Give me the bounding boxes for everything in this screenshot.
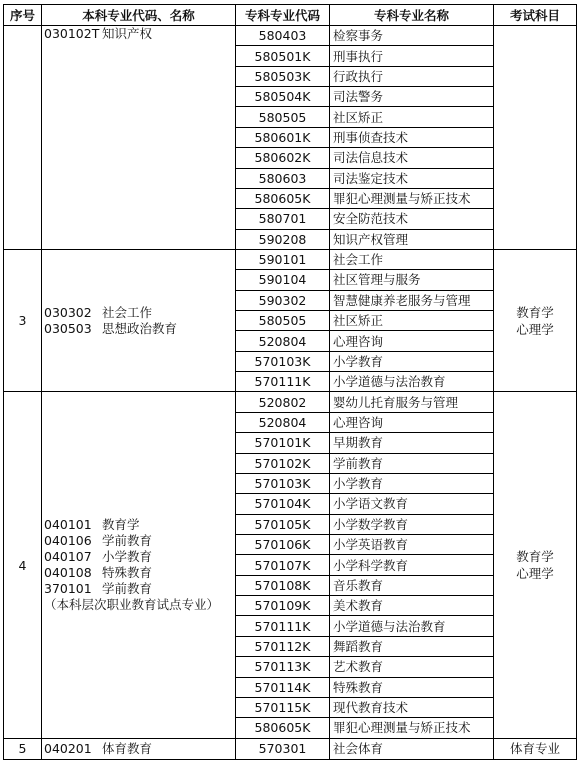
jc-name-cell: 舞蹈教育 bbox=[330, 636, 494, 656]
jc-code-cell: 570112K bbox=[236, 636, 330, 656]
jc-code-cell: 570105K bbox=[236, 514, 330, 534]
undergrad-cell bbox=[42, 26, 236, 250]
undergrad-code: 040101 bbox=[44, 517, 92, 533]
undergrad-name: 思想政治教育 bbox=[102, 320, 178, 336]
jc-code-cell: 570115K bbox=[236, 697, 330, 717]
subject-label: 心理学 bbox=[516, 566, 554, 582]
undergrad-name: 社会工作 bbox=[102, 304, 153, 320]
major-table bbox=[3, 4, 577, 760]
jc-code-cell: 570108K bbox=[236, 575, 330, 595]
undergrad-name: 知识产权 bbox=[102, 26, 153, 41]
jc-code-cell: 580701 bbox=[236, 209, 330, 229]
jc-name-cell: 现代教育技术 bbox=[330, 697, 494, 717]
jc-code-cell: 580602K bbox=[236, 148, 330, 168]
jc-name-cell: 小学英语教育 bbox=[330, 534, 494, 554]
jc-name-cell: 小学教育 bbox=[330, 351, 494, 371]
undergrad-major bbox=[44, 565, 235, 581]
jc-code-cell: 570113K bbox=[236, 657, 330, 677]
undergrad-major bbox=[44, 321, 235, 337]
jc-name-cell: 行政执行 bbox=[330, 66, 494, 86]
seq-cell: 5 bbox=[4, 738, 42, 759]
jc-name-cell: 社区矫正 bbox=[330, 311, 494, 331]
jc-code-cell: 570301 bbox=[236, 738, 330, 759]
undergrad-code: 030102T bbox=[44, 26, 100, 41]
jc-name-cell: 罪犯心理测量与矫正技术 bbox=[330, 718, 494, 738]
jc-name-cell: 特殊教育 bbox=[330, 677, 494, 697]
undergrad-major bbox=[44, 739, 235, 758]
jc-name-cell: 音乐教育 bbox=[330, 575, 494, 595]
seq-cell: 4 bbox=[4, 392, 42, 738]
jc-name-cell: 社会体育 bbox=[330, 738, 494, 759]
header-jc-code: 专科专业代码 bbox=[236, 5, 330, 26]
subject-label: 体育专业 bbox=[509, 741, 560, 757]
jc-code-cell: 520804 bbox=[236, 412, 330, 432]
jc-name-cell: 艺术教育 bbox=[330, 657, 494, 677]
jc-name-cell: 刑事执行 bbox=[330, 46, 494, 66]
seq-cell: 3 bbox=[4, 249, 42, 392]
undergrad-note: （本科层次职业教育试点专业） bbox=[44, 597, 220, 613]
jc-code-cell: 580605K bbox=[236, 718, 330, 738]
undergrad-code: 040108 bbox=[44, 565, 92, 581]
undergrad-major bbox=[44, 305, 235, 321]
jc-code-cell: 580503K bbox=[236, 66, 330, 86]
undergrad-major bbox=[44, 517, 235, 533]
jc-code-cell: 570101K bbox=[236, 433, 330, 453]
subjects-cell bbox=[494, 26, 577, 250]
undergrad-code: 030302 bbox=[44, 304, 92, 320]
jc-name-cell: 小学道德与法治教育 bbox=[330, 372, 494, 392]
jc-name-cell: 小学语文教育 bbox=[330, 494, 494, 514]
table-row bbox=[4, 26, 577, 46]
subjects-cell bbox=[494, 738, 577, 759]
undergrad-code: 370101 bbox=[44, 581, 92, 597]
jc-name-cell: 社区矫正 bbox=[330, 107, 494, 127]
jc-code-cell: 580403 bbox=[236, 26, 330, 46]
subjects-cell bbox=[494, 392, 577, 738]
jc-code-cell: 580501K bbox=[236, 46, 330, 66]
jc-code-cell: 580505 bbox=[236, 107, 330, 127]
jc-name-cell: 司法鉴定技术 bbox=[330, 168, 494, 188]
jc-code-cell: 590101 bbox=[236, 249, 330, 269]
undergrad-cell bbox=[42, 738, 236, 759]
jc-code-cell: 570103K bbox=[236, 473, 330, 493]
jc-code-cell: 590302 bbox=[236, 290, 330, 310]
table-row bbox=[4, 249, 577, 269]
undergrad-major bbox=[44, 533, 235, 549]
undergrad-name: 教育学 bbox=[102, 517, 140, 533]
undergrad-code: 040201 bbox=[44, 741, 92, 757]
jc-name-cell: 小学科学教育 bbox=[330, 555, 494, 575]
jc-name-cell: 美术教育 bbox=[330, 596, 494, 616]
jc-code-cell: 570106K bbox=[236, 534, 330, 554]
jc-name-cell: 司法警务 bbox=[330, 87, 494, 107]
jc-code-cell: 580504K bbox=[236, 87, 330, 107]
subject-label: 教育学 bbox=[516, 549, 554, 565]
jc-code-cell: 590208 bbox=[236, 229, 330, 249]
jc-code-cell: 580605K bbox=[236, 188, 330, 208]
undergrad-name: 特殊教育 bbox=[102, 565, 153, 581]
undergrad-cell bbox=[42, 392, 236, 738]
undergrad-name: 小学教育 bbox=[102, 549, 153, 565]
jc-name-cell: 小学道德与法治教育 bbox=[330, 616, 494, 636]
jc-name-cell: 早期教育 bbox=[330, 433, 494, 453]
undergrad-cell bbox=[42, 249, 236, 392]
header-row bbox=[4, 5, 577, 26]
jc-code-cell: 580603 bbox=[236, 168, 330, 188]
jc-name-cell: 安全防范技术 bbox=[330, 209, 494, 229]
jc-code-cell: 580505 bbox=[236, 311, 330, 331]
undergrad-code: 040106 bbox=[44, 533, 92, 549]
jc-code-cell: 570111K bbox=[236, 372, 330, 392]
undergrad-name: 学前教育 bbox=[102, 581, 153, 597]
jc-code-cell: 590104 bbox=[236, 270, 330, 290]
undergrad-code: 040107 bbox=[44, 549, 92, 565]
jc-name-cell: 学前教育 bbox=[330, 453, 494, 473]
jc-code-cell: 570104K bbox=[236, 494, 330, 514]
table-row bbox=[4, 738, 577, 759]
jc-name-cell: 心理咨询 bbox=[330, 412, 494, 432]
jc-code-cell: 520802 bbox=[236, 392, 330, 412]
table-row bbox=[4, 392, 577, 412]
jc-name-cell: 刑事侦查技术 bbox=[330, 127, 494, 147]
jc-name-cell: 司法信息技术 bbox=[330, 148, 494, 168]
subject-label: 教育学 bbox=[516, 304, 554, 320]
header-undergrad: 本科专业代码、名称 bbox=[42, 5, 236, 26]
undergrad-major bbox=[44, 26, 235, 42]
jc-name-cell: 罪犯心理测量与矫正技术 bbox=[330, 188, 494, 208]
jc-code-cell: 570102K bbox=[236, 453, 330, 473]
jc-name-cell: 小学数学教育 bbox=[330, 514, 494, 534]
jc-code-cell: 580601K bbox=[236, 127, 330, 147]
subject-label: 心理学 bbox=[516, 321, 554, 337]
jc-name-cell: 知识产权管理 bbox=[330, 229, 494, 249]
undergrad-name: 体育教育 bbox=[102, 741, 153, 757]
jc-code-cell: 570103K bbox=[236, 351, 330, 371]
header-jc-name: 专科专业名称 bbox=[330, 5, 494, 26]
jc-name-cell: 心理咨询 bbox=[330, 331, 494, 351]
jc-name-cell: 智慧健康养老服务与管理 bbox=[330, 290, 494, 310]
header-subjects: 考试科目 bbox=[494, 5, 577, 26]
undergrad-major bbox=[44, 549, 235, 565]
jc-code-cell: 570114K bbox=[236, 677, 330, 697]
jc-name-cell: 婴幼儿托育服务与管理 bbox=[330, 392, 494, 412]
undergrad-major bbox=[44, 581, 235, 597]
jc-code-cell: 520804 bbox=[236, 331, 330, 351]
jc-code-cell: 570107K bbox=[236, 555, 330, 575]
jc-name-cell: 小学教育 bbox=[330, 473, 494, 493]
jc-code-cell: 570109K bbox=[236, 596, 330, 616]
jc-name-cell: 检察事务 bbox=[330, 26, 494, 46]
undergrad-code: 030503 bbox=[44, 320, 92, 336]
jc-name-cell: 社会工作 bbox=[330, 249, 494, 269]
seq-cell bbox=[4, 26, 42, 250]
header-seq: 序号 bbox=[4, 5, 42, 26]
table-body bbox=[4, 26, 577, 760]
undergrad-name: 学前教育 bbox=[102, 533, 153, 549]
subjects-cell bbox=[494, 249, 577, 392]
jc-name-cell: 社区管理与服务 bbox=[330, 270, 494, 290]
jc-code-cell: 570111K bbox=[236, 616, 330, 636]
